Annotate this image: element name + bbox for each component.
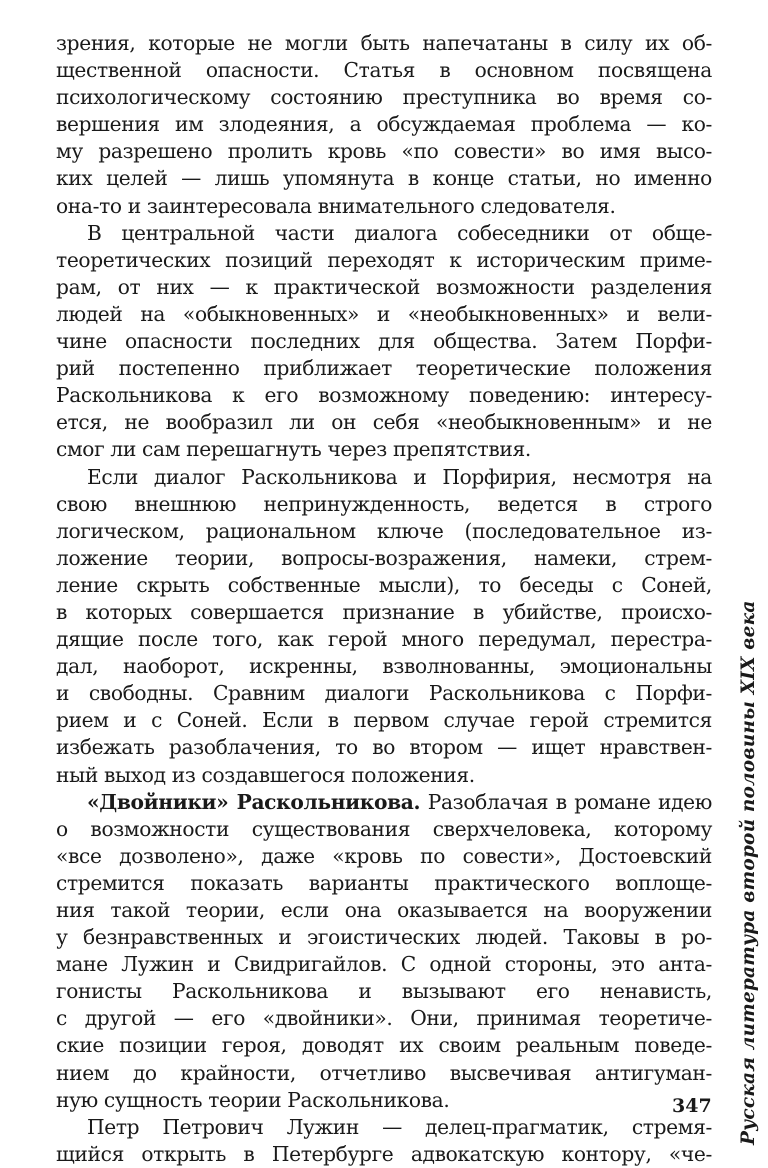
text-line: рий постепенно приближает теоретические положения (56, 356, 712, 381)
text-line: щественной опасности. Статья в основном посвящена (56, 58, 712, 83)
text-line: Если диалог Раскольникова и Порфирия, несмотря на (87, 464, 712, 489)
text-line: логическом, рациональном ключе (последовательное из- (56, 518, 712, 543)
running-head: Русская литература второй половины XIX века (738, 600, 759, 1145)
text-line: свою внешнюю непринужденность, ведется в строго (56, 491, 712, 516)
text-line: ную сущность теории Раскольникова. (56, 1087, 450, 1112)
text-line: дящие после того, как герой много передумал, перестра- (56, 627, 712, 652)
text-line: Раскольникова к его возможному поведению: интересу- (56, 383, 712, 408)
text-line: ление скрыть собственные мысли), то беседы с Соней, (56, 572, 712, 597)
text-line: ный выход из создавшегося положения. (56, 762, 475, 787)
text-line: людей на «обыкновенных» и «необыкновенных» и вели- (56, 301, 712, 326)
text-line-with-heading (56, 789, 712, 816)
text-line: теоретических позиций переходят к историческим приме- (56, 247, 712, 272)
text-line: гонисты Раскольникова и вызывают его ненависть, (56, 979, 712, 1004)
text-line: рием и с Соней. Если в первом случае герой стремится (56, 708, 712, 733)
text-line: стремится показать варианты практического воплоще- (56, 870, 712, 895)
text-line: избежать разоблачения, то во втором — ищет нравствен- (56, 735, 712, 760)
text-line: чине опасности последних для общества. Затем Порфи- (56, 329, 712, 354)
text-line: в которых совершается признание в убийстве, происхо- (56, 599, 712, 624)
text-line: и свободны. Сравним диалоги Раскольникова с Порфи- (56, 681, 712, 706)
text-line: мане Лужин и Свидригайлов. С одной стороны, это анта- (56, 952, 712, 977)
text-line: о возможности существования сверхчеловека, которому (56, 816, 712, 841)
text-line: щийся открыть в Петербурге адвокатскую контору, «че- (56, 1141, 712, 1166)
text-line: у безнравственных и эгоистических людей. Таковы в ро- (56, 925, 712, 950)
text-line: нием до крайности, отчетливо высвечивая антигуман- (56, 1060, 712, 1085)
text-line: «все дозволено», даже «кровь по совести», Достоевский (56, 843, 712, 868)
page-number: 347 (672, 1095, 712, 1117)
text-line: с другой — его «двойники». Они, принимая теоретиче- (56, 1006, 712, 1031)
text-line: ложение теории, вопросы-возражения, намеки, стрем- (56, 545, 712, 570)
text-line: вершения им злодеяния, а обсуждаемая проблема — ко- (56, 112, 712, 137)
text-line: психологическому состоянию преступника во время со- (56, 85, 712, 110)
text-line: В центральной части диалога собеседники от обще- (87, 220, 712, 245)
text-line: ется, не вообразил ли он себя «необыкновенным» и не (56, 410, 712, 435)
text-line: ния такой теории, если она оказывается на вооружении (56, 898, 712, 922)
text-line: ские позиции героя, доводят их своим реальным поведе- (56, 1033, 712, 1058)
text-line: она-то и заинтересовала внимательного следователя. (56, 193, 616, 218)
text-run: Разоблачая в романе идею (427, 789, 712, 814)
text-line: Петр Петрович Лужин — делец-прагматик, стремя- (87, 1114, 712, 1139)
text-line: му разрешено пролить кровь «по совести» во имя высо- (56, 139, 712, 164)
section-heading: «Двойники» Раскольникова. (87, 789, 421, 814)
page-body-text (56, 30, 712, 1168)
text-line: ких целей — лишь упомянута в конце статьи, но именно (56, 166, 712, 191)
text-line: смог ли сам перешагнуть через препятствия. (56, 437, 531, 462)
text-line: зрения, которые не могли быть напечатаны в силу их об- (56, 31, 712, 55)
text-line: рам, от них — к практической возможности разделения (56, 274, 712, 299)
text-line: дал, наоборот, искренны, взволнованны, эмоциональны (56, 654, 712, 679)
